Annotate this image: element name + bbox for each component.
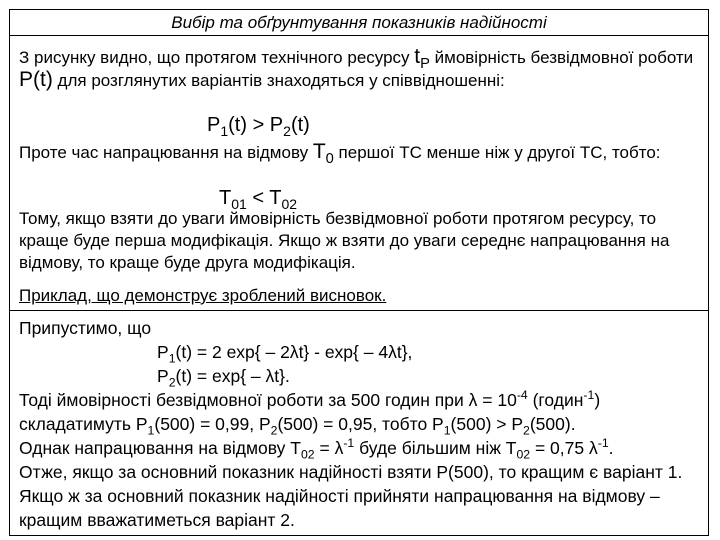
l5-a: складатимуть P bbox=[19, 414, 148, 434]
p1-symbol: P bbox=[157, 342, 169, 362]
f1-p: P bbox=[207, 114, 221, 136]
l6-d: = 0,75 λ bbox=[530, 438, 598, 458]
formula-t-inequality bbox=[219, 186, 297, 210]
f2-mid: < T bbox=[246, 187, 282, 209]
l5-s3: 1 bbox=[443, 423, 451, 438]
p2-expr: (t) = exp{ – λt}. bbox=[175, 366, 290, 386]
l5-s4: 2 bbox=[523, 423, 530, 438]
tp-sub: P bbox=[420, 56, 430, 73]
l5-b: (500) = 0,99, P bbox=[154, 414, 271, 434]
l6-s1: 02 bbox=[300, 447, 315, 462]
l5-s1: 1 bbox=[147, 423, 155, 438]
l5-s2: 2 bbox=[270, 423, 278, 438]
l4-text-a: Тоді ймовірності безвідмовної роботи за 500 годин при λ = 10 bbox=[19, 390, 517, 410]
l6-a: Однак напрацювання на відмову T bbox=[19, 438, 301, 458]
example-line-probabilities bbox=[19, 388, 709, 412]
l6-e: . bbox=[608, 438, 614, 458]
t0-sub: 0 bbox=[325, 151, 334, 168]
p2-sub: 2 bbox=[168, 375, 176, 390]
paragraph-conclusion: Тому, якщо взяти до уваги ймовірність безвідмовної роботи протягом ресурсу, то краще буде перша модифікація. Якщо ж взяти до уваги середнє напрацювання на відмову, то краще буде друга модифікація. bbox=[19, 209, 670, 272]
l6-c: буде більшим ніж T bbox=[354, 438, 517, 458]
l4-text-c: ) bbox=[594, 390, 601, 410]
l6-s2: 02 bbox=[516, 447, 531, 462]
example-line-values bbox=[19, 412, 709, 436]
paragraph-intro bbox=[19, 46, 709, 92]
example-block bbox=[19, 316, 709, 532]
t0-base: T bbox=[312, 140, 326, 163]
l4-text-b: (годин bbox=[527, 390, 584, 410]
tp-base: t bbox=[414, 45, 421, 68]
f1-sub1: 1 bbox=[220, 123, 229, 139]
section-divider bbox=[10, 310, 708, 311]
intro-text-3: для розглянутих варіантів знаходяться у співвідношенні: bbox=[52, 71, 505, 90]
example-heading-text: Приклад, що демонструє зроблений висновок. bbox=[19, 286, 387, 305]
f1-end: (t) bbox=[290, 114, 310, 136]
page-title: Вибір та обґрунтування показників надійності bbox=[9, 9, 709, 36]
mtbf-text-1: Проте час напрацювання на відмову bbox=[19, 143, 313, 162]
f2-sub1: 01 bbox=[231, 196, 247, 212]
pt-symbol: P(t) bbox=[19, 68, 53, 91]
p1-expr: (t) = 2 exp{ – 2λt} - exp{ – 4λt}, bbox=[175, 342, 413, 362]
f2-sub2: 02 bbox=[281, 196, 298, 212]
l6-sup1: -1 bbox=[343, 436, 355, 451]
l4-sup: -4 bbox=[516, 388, 528, 403]
p1-sub: 1 bbox=[168, 351, 176, 366]
formula-p-inequality bbox=[207, 113, 310, 137]
example-formula-p2 bbox=[19, 364, 709, 388]
paragraph-mtbf bbox=[19, 140, 709, 168]
t0-symbol bbox=[312, 140, 334, 168]
tp-symbol bbox=[414, 45, 430, 73]
f2-t: T bbox=[219, 187, 232, 209]
example-formula-p1 bbox=[19, 340, 709, 364]
example-line-conclusion: Отже, якщо за основний показник надійності взяти P(500), то кращим є варіант 1. Якщо ж за основний показник надійності прийняти напрацювання на відмову – кращим вважатиметься варіант 2. bbox=[19, 462, 683, 530]
f1-sub2: 2 bbox=[283, 123, 291, 139]
p2-symbol: P bbox=[157, 366, 169, 386]
f1-mid: (t) > P bbox=[228, 114, 284, 136]
l5-c: (500) = 0,95, тобто P bbox=[277, 414, 444, 434]
l5-d: (500) > P bbox=[450, 414, 524, 434]
example-line-mtbf bbox=[19, 436, 709, 460]
l4-sup2: -1 bbox=[583, 388, 595, 403]
l6-sup2: -1 bbox=[597, 436, 609, 451]
mtbf-text-2: першої ТС менше ніж у другої ТС, тобто: bbox=[333, 143, 661, 162]
l6-b: = λ bbox=[314, 438, 344, 458]
intro-text-2: ймовірність безвідмовної роботи bbox=[429, 48, 694, 67]
intro-text-1: З рисунку видно, що протягом технічного ресурсу bbox=[19, 48, 415, 67]
l5-e: (500). bbox=[529, 414, 576, 434]
example-line-assume: Припустимо, що bbox=[19, 318, 152, 338]
example-heading bbox=[19, 285, 709, 307]
